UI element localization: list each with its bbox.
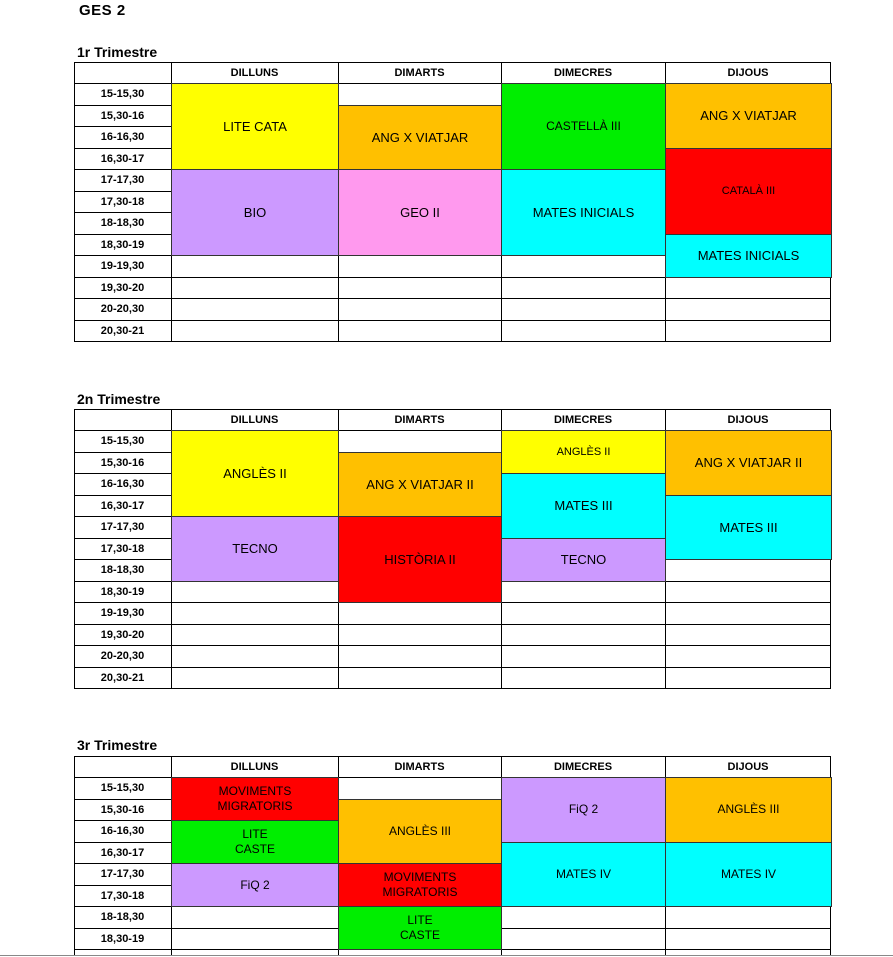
class-label: MATES INICIALS	[532, 205, 635, 220]
grid-line-h	[74, 298, 831, 299]
trimester-title: 3r Trimestre	[77, 737, 158, 753]
time-slot: 16,30-17	[100, 846, 145, 859]
time-slot: 17,30-18	[100, 889, 145, 902]
class-label: ANGLÈS II	[556, 445, 611, 458]
class-label: ANGLÈS III	[388, 823, 452, 838]
grid-line-h	[74, 624, 831, 625]
time-slot: 16-16,30	[100, 131, 145, 143]
class-label: ANGLÈS II	[223, 466, 287, 481]
grid-line-h	[74, 62, 831, 63]
class-block	[665, 430, 832, 496]
class-label: MATES INICIALS	[697, 248, 800, 263]
class-label: BIO	[243, 205, 267, 220]
time-slot: 19-19,30	[100, 260, 145, 272]
time-slot: 18-18,30	[100, 217, 145, 229]
class-label: TECNO	[560, 552, 607, 567]
grid-line-h	[74, 320, 831, 321]
class-block	[501, 169, 666, 256]
grid-line-h	[74, 341, 831, 342]
day-header: DIJOUS	[727, 67, 769, 79]
class-label: TECNO	[232, 541, 278, 557]
class-block	[665, 234, 832, 278]
time-slot: 15,30-16	[100, 109, 145, 122]
time-slot: 15,30-16	[100, 456, 145, 469]
class-label: MOVIMENTS MIGRATORIS	[382, 870, 458, 899]
day-header: DILLUNS	[230, 761, 279, 773]
timetable-1	[74, 62, 831, 341]
time-slot: 17-17,30	[100, 868, 145, 880]
time-slot: 17,30-18	[100, 542, 145, 555]
time-slot: 16,30-17	[100, 152, 145, 165]
timetable-2	[74, 409, 831, 688]
class-label: HISTÒRIA II	[384, 552, 456, 567]
time-slot: 18-18,30	[100, 911, 145, 923]
class-block	[338, 105, 502, 171]
class-label: LITE CASTE	[399, 913, 440, 942]
day-header: DIMARTS	[394, 67, 445, 79]
class-block	[665, 83, 832, 149]
class-block	[171, 777, 339, 821]
time-slot: 19-19,30	[100, 607, 145, 619]
class-label: MATES IV	[555, 866, 612, 881]
class-label: CASTELLÀ III	[546, 119, 621, 133]
class-block	[665, 495, 832, 561]
day-header: DIMECRES	[553, 67, 613, 79]
class-block	[171, 169, 339, 256]
day-header: DIMECRES	[553, 761, 613, 773]
time-slot: 17-17,30	[100, 174, 145, 186]
class-label: ANGLÈS III	[717, 802, 780, 817]
time-slot: 18,30-19	[100, 585, 145, 598]
time-slot: 20-20,30	[100, 303, 145, 315]
class-label: MATES III	[554, 498, 613, 514]
time-slot: 15-15,30	[100, 782, 145, 794]
class-block	[501, 473, 666, 539]
class-block	[171, 516, 339, 582]
class-label: LITE CASTE	[234, 827, 275, 856]
time-slot: 18,30-19	[100, 932, 145, 945]
day-header: DIJOUS	[727, 761, 769, 773]
class-label: CATALÀ III	[721, 184, 776, 197]
class-block	[501, 538, 666, 582]
time-slot: 16-16,30	[100, 478, 145, 490]
class-label: MATES III	[719, 519, 778, 535]
class-block	[338, 863, 502, 907]
time-slot: 15,30-16	[100, 803, 145, 816]
class-block	[171, 820, 339, 864]
trimester-title: 1r Trimestre	[77, 44, 158, 60]
time-slot: 19,30-20	[100, 281, 145, 294]
class-label: ANG X VIATJAR	[700, 108, 797, 124]
time-slot: 17,30-18	[100, 195, 145, 208]
class-block	[665, 148, 832, 235]
day-header: DIMARTS	[394, 414, 445, 426]
trimester-title: 2n Trimestre	[77, 391, 161, 407]
time-slot: 15-15,30	[100, 435, 145, 447]
day-header: DIMECRES	[553, 414, 613, 426]
class-block	[338, 516, 502, 603]
time-slot: 19,30-20	[100, 628, 145, 641]
day-header: DIMARTS	[394, 761, 445, 773]
time-slot: 15-15,30	[100, 88, 145, 100]
class-label: LITE CATA	[223, 119, 287, 134]
class-block	[338, 452, 502, 518]
time-slot: 17-17,30	[100, 521, 145, 533]
class-label: GEO II	[400, 205, 440, 220]
document-title: GES 2	[79, 2, 126, 19]
time-slot: 20,30-21	[100, 671, 145, 684]
day-header: DILLUNS	[230, 414, 279, 426]
class-block	[171, 430, 339, 517]
time-slot: 20-20,30	[100, 650, 145, 662]
grid-line-h	[74, 667, 831, 668]
class-block	[665, 842, 832, 908]
class-block	[501, 842, 666, 908]
class-label: ANG X VIATJAR	[371, 129, 469, 145]
class-block	[338, 906, 502, 950]
time-slot: 16-16,30	[100, 825, 145, 837]
grid-line-h	[74, 688, 831, 689]
grid-line-h	[74, 645, 831, 646]
time-slot: 18,30-19	[100, 238, 145, 251]
class-label: MOVIMENTS MIGRATORIS	[217, 784, 293, 813]
class-label: FiQ 2	[240, 877, 270, 892]
class-label: MATES IV	[720, 866, 777, 881]
timetable-3	[74, 756, 831, 955]
time-slot: 16,30-17	[100, 499, 145, 512]
class-block	[501, 777, 666, 843]
class-label: ANG X VIATJAR II	[366, 476, 474, 492]
class-block	[171, 863, 339, 907]
time-slot: 20,30-21	[100, 324, 145, 337]
class-label: ANG X VIATJAR II	[694, 455, 803, 471]
time-slot: 18-18,30	[100, 564, 145, 576]
grid-line-h	[74, 756, 831, 757]
class-block	[338, 169, 502, 256]
class-block	[338, 799, 502, 865]
grid-line-h	[74, 409, 831, 410]
class-block	[501, 430, 666, 474]
day-header: DILLUNS	[230, 67, 279, 79]
class-block	[171, 83, 339, 170]
day-header: DIJOUS	[727, 414, 769, 426]
class-label: FiQ 2	[568, 802, 599, 817]
class-block	[501, 83, 666, 170]
page-bottom-rule	[0, 955, 893, 956]
class-block	[665, 777, 832, 843]
